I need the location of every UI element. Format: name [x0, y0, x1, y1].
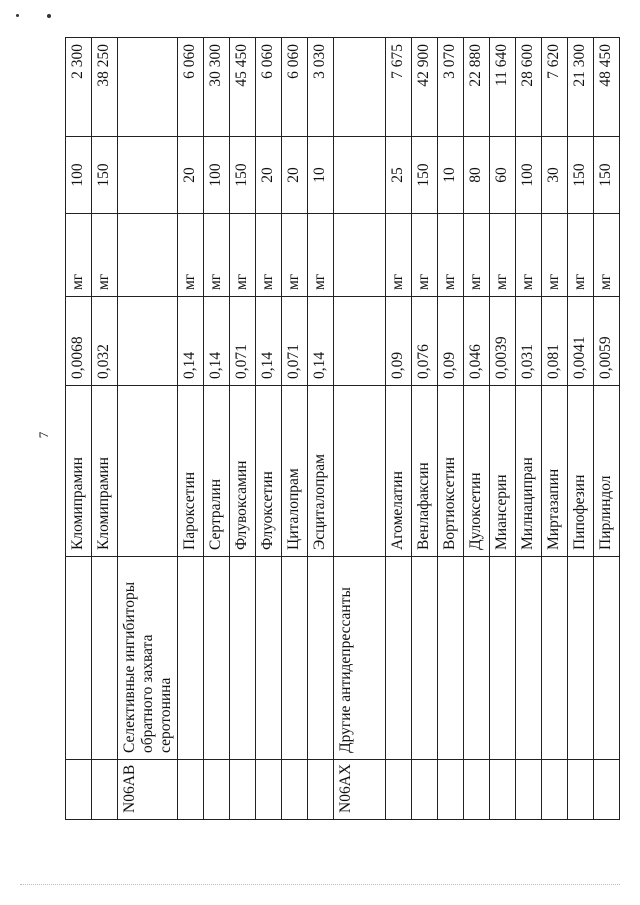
atc-code-cell	[178, 760, 204, 820]
unit-cell: мг	[230, 214, 256, 297]
unit-cell: мг	[308, 214, 334, 297]
table-row	[282, 38, 308, 820]
dose-cell: 150	[594, 137, 620, 214]
group-name-cell	[230, 557, 256, 760]
table-row	[118, 38, 178, 820]
group-name-cell	[438, 557, 464, 760]
table-row	[464, 38, 490, 820]
unit-cell: мг	[568, 214, 594, 297]
ddd-cell: 0,0039	[490, 297, 516, 386]
drug-name-cell: Венлафаксин	[412, 386, 438, 557]
drug-name-cell: Миртазапин	[542, 386, 568, 557]
table-row	[230, 38, 256, 820]
unit-cell: мг	[412, 214, 438, 297]
unit-cell: мг	[256, 214, 282, 297]
dose-cell: 10	[308, 137, 334, 214]
drug-name-cell: Кломипрамин	[66, 386, 92, 557]
drug-table-body	[66, 38, 620, 820]
table-row	[256, 38, 282, 820]
unit-cell: мг	[178, 214, 204, 297]
atc-code-cell	[568, 760, 594, 820]
atc-code-cell: N06AB	[118, 760, 178, 820]
drug-name-cell: Циталопрам	[282, 386, 308, 557]
group-name-cell	[204, 557, 230, 760]
atc-code-cell	[464, 760, 490, 820]
quantity-cell: 45 450	[230, 38, 256, 137]
dose-cell: 25	[386, 137, 412, 214]
quantity-cell: 2 300	[66, 38, 92, 137]
table-row	[204, 38, 230, 820]
drug-name-cell: Миансерин	[490, 386, 516, 557]
ddd-cell: 0,046	[464, 297, 490, 386]
unit-cell: мг	[66, 214, 92, 297]
rotated-table-container	[65, 38, 615, 820]
unit-cell	[334, 214, 386, 297]
unit-cell: мг	[92, 214, 118, 297]
dose-cell: 150	[230, 137, 256, 214]
unit-cell: мг	[516, 214, 542, 297]
atc-code-cell: N06AX	[334, 760, 386, 820]
dose-cell: 20	[282, 137, 308, 214]
drug-name-cell: Пипофезин	[568, 386, 594, 557]
table-row	[178, 38, 204, 820]
table-row	[542, 38, 568, 820]
atc-code-cell	[386, 760, 412, 820]
group-name-cell	[594, 557, 620, 760]
dose-cell	[118, 137, 178, 214]
group-name-cell	[516, 557, 542, 760]
quantity-cell: 3 070	[438, 38, 464, 137]
dose-cell: 100	[66, 137, 92, 214]
drug-name-cell: Вортиоксетин	[438, 386, 464, 557]
table-row	[516, 38, 542, 820]
drug-table	[65, 37, 620, 820]
page-number: 7	[36, 431, 51, 439]
quantity-cell	[118, 38, 178, 137]
table-row	[490, 38, 516, 820]
ddd-cell: 0,09	[386, 297, 412, 386]
dose-cell: 150	[412, 137, 438, 214]
table-row	[334, 38, 386, 820]
dose-cell: 10	[438, 137, 464, 214]
atc-code-cell	[308, 760, 334, 820]
scan-speck	[16, 14, 19, 17]
ddd-cell: 0,0059	[594, 297, 620, 386]
unit-cell	[118, 214, 178, 297]
dose-cell: 20	[256, 137, 282, 214]
group-name-cell	[412, 557, 438, 760]
dose-cell: 100	[516, 137, 542, 214]
ddd-cell: 0,071	[282, 297, 308, 386]
ddd-cell: 0,14	[178, 297, 204, 386]
atc-code-cell	[542, 760, 568, 820]
atc-code-cell	[490, 760, 516, 820]
drug-name-cell: Флуоксетин	[256, 386, 282, 557]
unit-cell: мг	[594, 214, 620, 297]
group-name-cell	[490, 557, 516, 760]
unit-cell: мг	[464, 214, 490, 297]
drug-name-cell: Пирлиндол	[594, 386, 620, 557]
quantity-cell: 3 030	[308, 38, 334, 137]
table-row	[386, 38, 412, 820]
atc-code-cell	[438, 760, 464, 820]
group-name-cell: Селективные ингибиторы обратного захвата серотонина	[118, 557, 178, 760]
ddd-cell: 0,031	[516, 297, 542, 386]
ddd-cell: 0,09	[438, 297, 464, 386]
unit-cell: мг	[542, 214, 568, 297]
ddd-cell: 0,076	[412, 297, 438, 386]
group-name-cell	[178, 557, 204, 760]
drug-name-cell: Милнаципран	[516, 386, 542, 557]
ddd-cell: 0,14	[308, 297, 334, 386]
ddd-cell	[118, 297, 178, 386]
atc-code-cell	[256, 760, 282, 820]
group-name-cell	[282, 557, 308, 760]
ddd-cell: 0,0068	[66, 297, 92, 386]
ddd-cell	[334, 297, 386, 386]
unit-cell: мг	[386, 214, 412, 297]
dose-cell: 20	[178, 137, 204, 214]
ddd-cell: 0,081	[542, 297, 568, 386]
quantity-cell: 7 620	[542, 38, 568, 137]
unit-cell: мг	[282, 214, 308, 297]
drug-name-cell: Сертралин	[204, 386, 230, 557]
dose-cell	[334, 137, 386, 214]
dose-cell: 150	[568, 137, 594, 214]
table-row	[568, 38, 594, 820]
table-row	[594, 38, 620, 820]
quantity-cell: 30 300	[204, 38, 230, 137]
atc-code-cell	[92, 760, 118, 820]
group-name-cell	[542, 557, 568, 760]
atc-code-cell	[66, 760, 92, 820]
drug-name-cell	[118, 386, 178, 557]
atc-code-cell	[230, 760, 256, 820]
drug-name-cell: Пароксетин	[178, 386, 204, 557]
quantity-cell: 6 060	[256, 38, 282, 137]
table-row	[66, 38, 92, 820]
atc-code-cell	[594, 760, 620, 820]
table-row	[412, 38, 438, 820]
quantity-cell: 7 675	[386, 38, 412, 137]
drug-name-cell: Кломипрамин	[92, 386, 118, 557]
group-name-cell	[568, 557, 594, 760]
ddd-cell: 0,032	[92, 297, 118, 386]
ddd-cell: 0,14	[204, 297, 230, 386]
quantity-cell: 38 250	[92, 38, 118, 137]
drug-name-cell: Флувоксамин	[230, 386, 256, 557]
dose-cell: 30	[542, 137, 568, 214]
group-name-cell	[308, 557, 334, 760]
dose-cell: 60	[490, 137, 516, 214]
drug-name-cell: Дулоксетин	[464, 386, 490, 557]
dose-cell: 150	[92, 137, 118, 214]
quantity-cell: 21 300	[568, 38, 594, 137]
drug-name-cell	[334, 386, 386, 557]
atc-code-cell	[204, 760, 230, 820]
table-row	[438, 38, 464, 820]
ddd-cell: 0,0041	[568, 297, 594, 386]
quantity-cell: 42 900	[412, 38, 438, 137]
group-name-cell	[92, 557, 118, 760]
group-name-cell: Другие антидепрессанты	[334, 557, 386, 760]
scan-speck	[47, 14, 51, 18]
dose-cell: 100	[204, 137, 230, 214]
drug-name-cell: Агомелатин	[386, 386, 412, 557]
quantity-cell: 28 600	[516, 38, 542, 137]
quantity-cell: 48 450	[594, 38, 620, 137]
page-bottom-edge	[20, 884, 620, 885]
group-name-cell	[256, 557, 282, 760]
atc-code-cell	[412, 760, 438, 820]
atc-code-cell	[282, 760, 308, 820]
unit-cell: мг	[204, 214, 230, 297]
dose-cell: 80	[464, 137, 490, 214]
drug-name-cell: Эсциталопрам	[308, 386, 334, 557]
group-name-cell	[464, 557, 490, 760]
group-name-cell	[66, 557, 92, 760]
quantity-cell: 11 640	[490, 38, 516, 137]
quantity-cell: 22 880	[464, 38, 490, 137]
ddd-cell: 0,14	[256, 297, 282, 386]
quantity-cell: 6 060	[282, 38, 308, 137]
ddd-cell: 0,071	[230, 297, 256, 386]
group-name-cell	[386, 557, 412, 760]
quantity-cell	[334, 38, 386, 137]
quantity-cell: 6 060	[178, 38, 204, 137]
unit-cell: мг	[438, 214, 464, 297]
unit-cell: мг	[490, 214, 516, 297]
table-row	[92, 38, 118, 820]
table-row	[308, 38, 334, 820]
atc-code-cell	[516, 760, 542, 820]
